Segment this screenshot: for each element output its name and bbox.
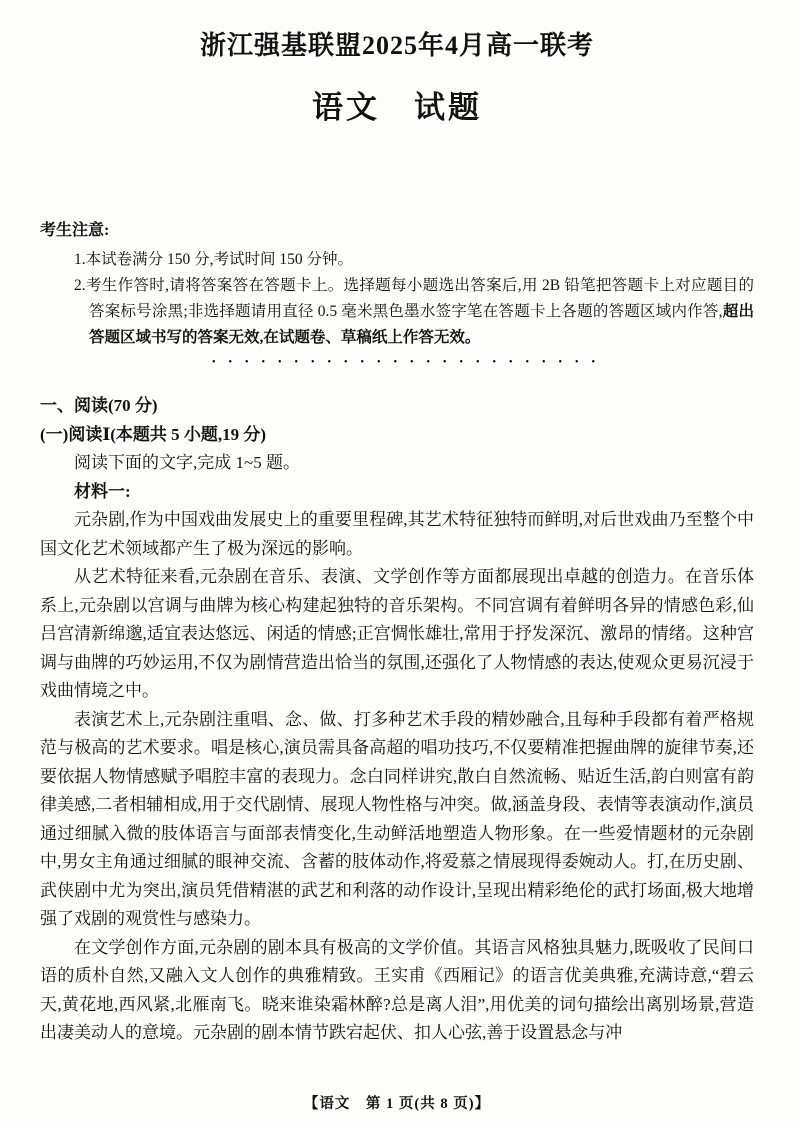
- subject-title: 语文 试题: [312, 90, 482, 126]
- material-paragraph: 从艺术特征来看,元杂剧在音乐、表演、文学创作等方面都展现出卓越的创造力。在音乐体系上,元杂剧以宫调与曲牌为核心构建起独特的音乐架构。不同宫调有着鲜明各异的情感色彩,仙吕宫清新绵邈,适宜表达悠远、闲适的情感;正宫惆怅雄壮,常用于抒发深沉、激昂的情绪。这种宫调与曲牌的巧妙运用,不仅为剧情营造出恰当的氛围,还强化了人物情感的表达,使观众更易沉浸于戏曲情境之中。: [40, 567, 754, 701]
- exam-title: 浙江强基联盟2025年4月高一联考: [199, 31, 594, 60]
- notice-label: 考生注意:: [40, 222, 110, 240]
- reading-instruction: 阅读下面的文字,完成 1~5 题。: [74, 453, 300, 473]
- emphasis-dots: ••••••••••••••••••••••••: [212, 357, 609, 369]
- material-label: 材料一:: [74, 481, 131, 501]
- material-paragraph: 表演艺术上,元杂剧注重唱、念、做、打多种艺术手段的精妙融合,且每种手段都有着严格规范与极高的艺术要求。唱是核心,演员需具备高超的唱功技巧,不仅要精准把握曲牌的旋律节奏,还要依据人物情感赋予唱腔丰富的表现力。念白同样讲究,散白自然流畅、贴近生活,韵白则富有韵律美感,二者相辅相成,用于交代剧情、展现人物性格与冲突。做,涵盖身段、表情等表演动作,演员通过细腻入微的肢体语言与面部表情变化,生动鲜活地塑造人物形象。在一些爱情题材的元杂剧中,男女主角通过细腻的眼神交流、含蓄的肢体动作,将爱慕之情展现得委婉动人。打,在历史剧、武侠剧中尤为突出,演员凭借精湛的武艺和利落的动作设计,呈现出精彩绝伦的武打场面,极大地增强了戏剧的观赏性与感染力。: [40, 709, 754, 929]
- reading-section: [40, 392, 754, 1048]
- subsection-heading: (一)阅读Ⅰ(本题共 5 小题,19 分): [40, 424, 267, 444]
- section-heading: 一、阅读(70 分): [40, 396, 158, 416]
- material-paragraph: 元杂剧,作为中国戏曲发展史上的重要里程碑,其艺术特征独特而鲜明,对后世戏曲乃至整个中国文化艺术领域都产生了极为深远的影响。: [40, 510, 754, 558]
- notice-item-1: 1.本试卷满分 150 分,考试时间 150 分钟。: [74, 251, 354, 269]
- page-footer: 【语文 第 1 页(共 8 页)】: [303, 1096, 491, 1112]
- notice-item-2-text: 2.考生作答时,请将答案答在答题卡上。选择题每小题选出答案后,用 2B 铅笔把答题卡上对应题目的答案标号涂黑;非选择题请用直径 0.5 毫米黑色墨水签字笔在答题卡上各题的答题区域内作答,: [74, 277, 754, 321]
- notice-item-2-emphasis: 超出答题区域书写的答案无效,在试题卷、草稿纸上作答无效。: [89, 303, 754, 347]
- material-paragraph: 在文学创作方面,元杂剧的剧本具有极高的文学价值。其语言风格独具魅力,既吸收了民间口语的质朴自然,又融入文人创作的典雅精致。王实甫《西厢记》的语言优美典雅,充满诗意,“碧云天,黄花地,西风紧,北雁南飞。晓来谁染霜林醉?总是离人泪”,用优美的词句描绘出离别场景,营造出凄美动人的意境。元杂剧的剧本情节跌宕起伏、扣人心弦,善于设置悬念与冲: [40, 937, 754, 1043]
- examinee-notice: [40, 218, 754, 370]
- notice-item-2: [74, 273, 754, 351]
